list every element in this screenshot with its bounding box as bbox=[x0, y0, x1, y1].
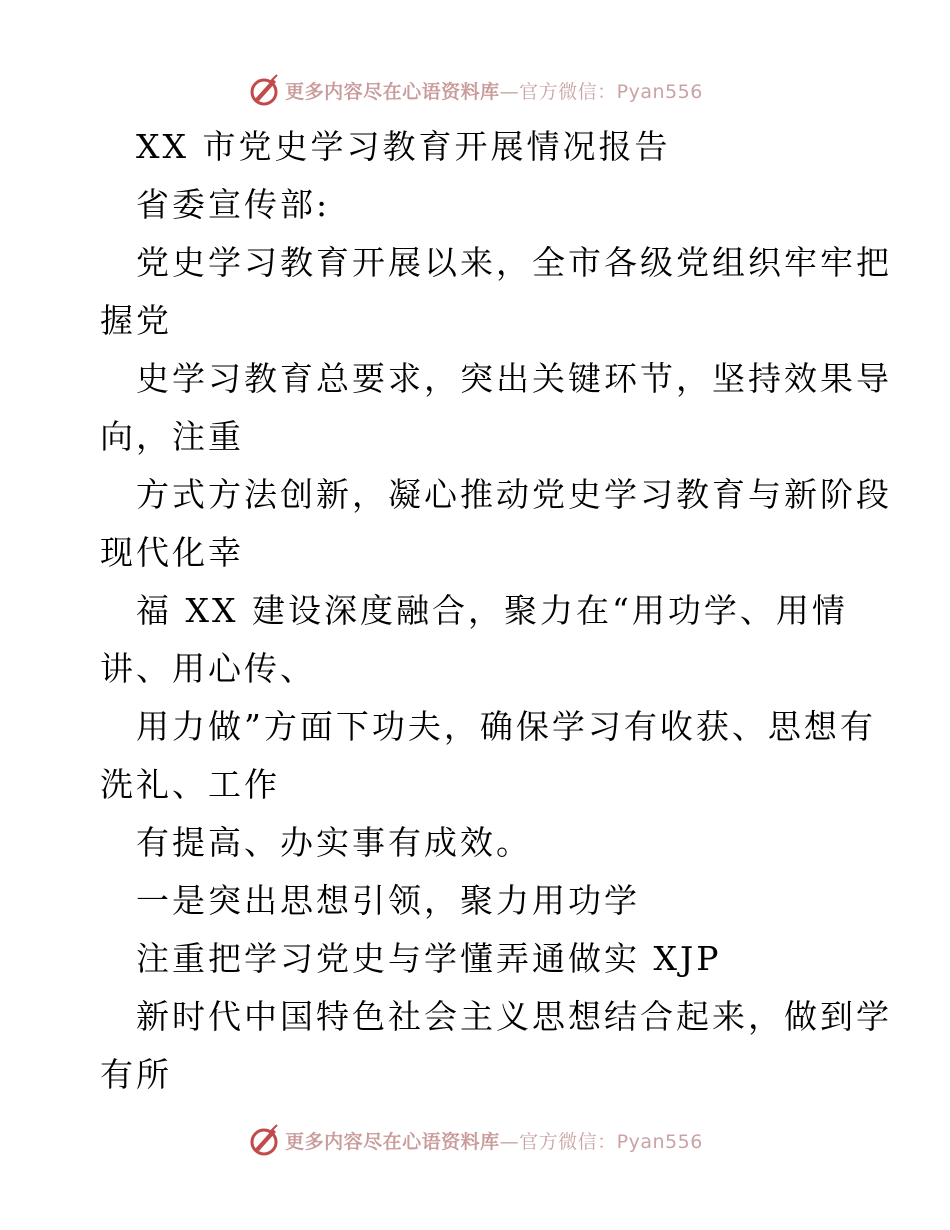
text-line: 现代化幸 bbox=[100, 533, 244, 572]
watermark-separator: — bbox=[499, 80, 520, 103]
watermark-sub-text: 官方微信：Pyan556 bbox=[519, 80, 703, 103]
document-title: XX 市党史学习教育开展情况报告 bbox=[136, 127, 671, 166]
text-line: 党史学习教育开展以来，全市各级党组织牢牢把 bbox=[136, 243, 892, 282]
text-line: 用力做”方面下功夫，确保学习有收获、思想有 bbox=[136, 707, 876, 746]
text-line: 省委宣传部: bbox=[136, 185, 331, 224]
text-line: 向，注重 bbox=[100, 417, 244, 456]
watermark-sub-text: 官方微信：Pyan556 bbox=[519, 1130, 703, 1153]
watermark-main-text: 更多内容尽在心语资料库 bbox=[285, 80, 500, 103]
quill-logo-icon bbox=[247, 73, 281, 107]
watermark-footer bbox=[0, 1120, 950, 1160]
text-line: 方式方法创新，凝心推动党史学习教育与新阶段 bbox=[136, 475, 892, 514]
watermark-main-text: 更多内容尽在心语资料库 bbox=[285, 1130, 500, 1153]
text-line: 洗礼、工作 bbox=[100, 765, 280, 804]
text-line: 新时代中国特色社会主义思想结合起来，做到学 bbox=[136, 997, 892, 1036]
text-line: 注重把学习党史与学懂弄通做实 XJP bbox=[136, 939, 722, 978]
text-line: 讲、用心传、 bbox=[100, 649, 316, 688]
text-line: 有提高、办实事有成效。 bbox=[136, 823, 532, 862]
text-line: 史学习教育总要求，突出关键环节，坚持效果导 bbox=[136, 359, 892, 398]
quill-logo-icon bbox=[247, 1123, 281, 1157]
text-line: 握党 bbox=[100, 301, 172, 340]
text-line: 一是突出思想引领，聚力用功学 bbox=[136, 881, 640, 920]
text-line: 有所 bbox=[100, 1055, 172, 1094]
document-body bbox=[100, 118, 892, 1104]
watermark-separator: — bbox=[499, 1130, 520, 1153]
text-line: 福 XX 建设深度融合，聚力在“用功学、用情 bbox=[136, 591, 848, 630]
watermark-header bbox=[0, 70, 950, 110]
